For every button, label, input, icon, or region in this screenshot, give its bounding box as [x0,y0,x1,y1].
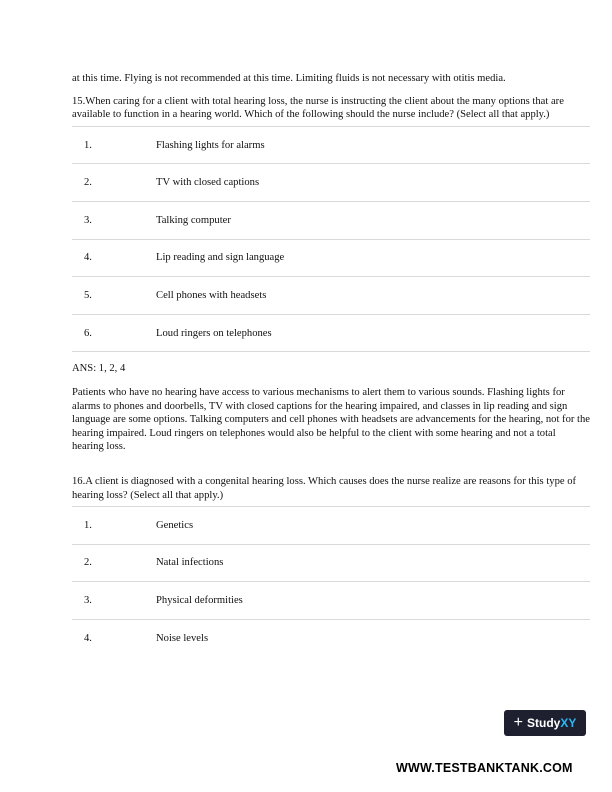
question-16-stem: 16.A client is diagnosed with a congenital hearing loss. Which causes does the nurse realize are reasons for this type of hearing loss? (Select all that apply.) [72,475,577,501]
question-15-stem: 15.When caring for a client with total hearing loss, the nurse is instructing the client about the many options that are available to function in a hearing world. Which of the following should the nurse include? (Select all that apply.) [72,95,564,121]
option-number: 2. [84,557,92,569]
option-number: 3. [84,214,92,226]
document-page [72,72,590,657]
option-row [72,619,590,657]
rationale-paragraph: Patients who have no hearing have access to various mechanisms to alert them to various sounds. Flashing lights for alarms to phones and doorbells, TV with closed captions for the hearing impaired, and classes in lip reading and sign language are some options. Talking computers and cell phones with headsets are advancements for the hearing, not for the hearing impaired. Loud ringers on telephones would also be helpful to the client with some hearing and not a total hearing loss. [72,386,590,453]
answer-key: ANS: 1, 2, 4 [72,363,126,375]
option-row [72,314,590,352]
plus-icon: + [513,714,523,731]
option-number: 5. [84,289,92,301]
option-number: 1. [84,139,92,151]
logo-text [527,716,576,730]
studyxy-logo [504,710,586,736]
option-text: Lip reading and sign language [156,252,285,264]
option-text: Genetics [156,519,194,531]
option-number: 4. [84,632,92,644]
question-15-options [72,126,590,353]
option-text: Flashing lights for alarms [156,139,265,151]
option-row [72,277,590,315]
question-16-options [72,506,590,657]
option-row [72,201,590,239]
option-text: TV with closed captions [156,177,260,189]
option-row [72,507,590,545]
option-row [72,239,590,277]
logo-brand-accent: XY [560,716,577,730]
option-text: Natal infections [156,557,224,569]
intro-paragraph: at this time. Flying is not recommended at this time. Limiting fluids is not necessary with otitis media. [72,73,506,84]
option-text: Loud ringers on telephones [156,327,272,339]
logo-brand-main: Study [526,716,561,730]
option-number: 4. [84,252,92,264]
option-row [72,126,590,164]
option-text: Talking computer [156,214,231,226]
option-text: Cell phones with headsets [156,289,267,301]
option-number: 6. [84,327,92,339]
option-text: Physical deformities [156,595,243,607]
option-row [72,164,590,202]
option-row [72,544,590,582]
option-row [72,582,590,620]
option-number: 3. [84,595,92,607]
option-text: Noise levels [156,632,209,644]
option-number: 2. [84,177,92,189]
footer-site-url: WWW.TESTBANKTANK.COM [396,761,573,775]
option-number: 1. [84,519,92,531]
